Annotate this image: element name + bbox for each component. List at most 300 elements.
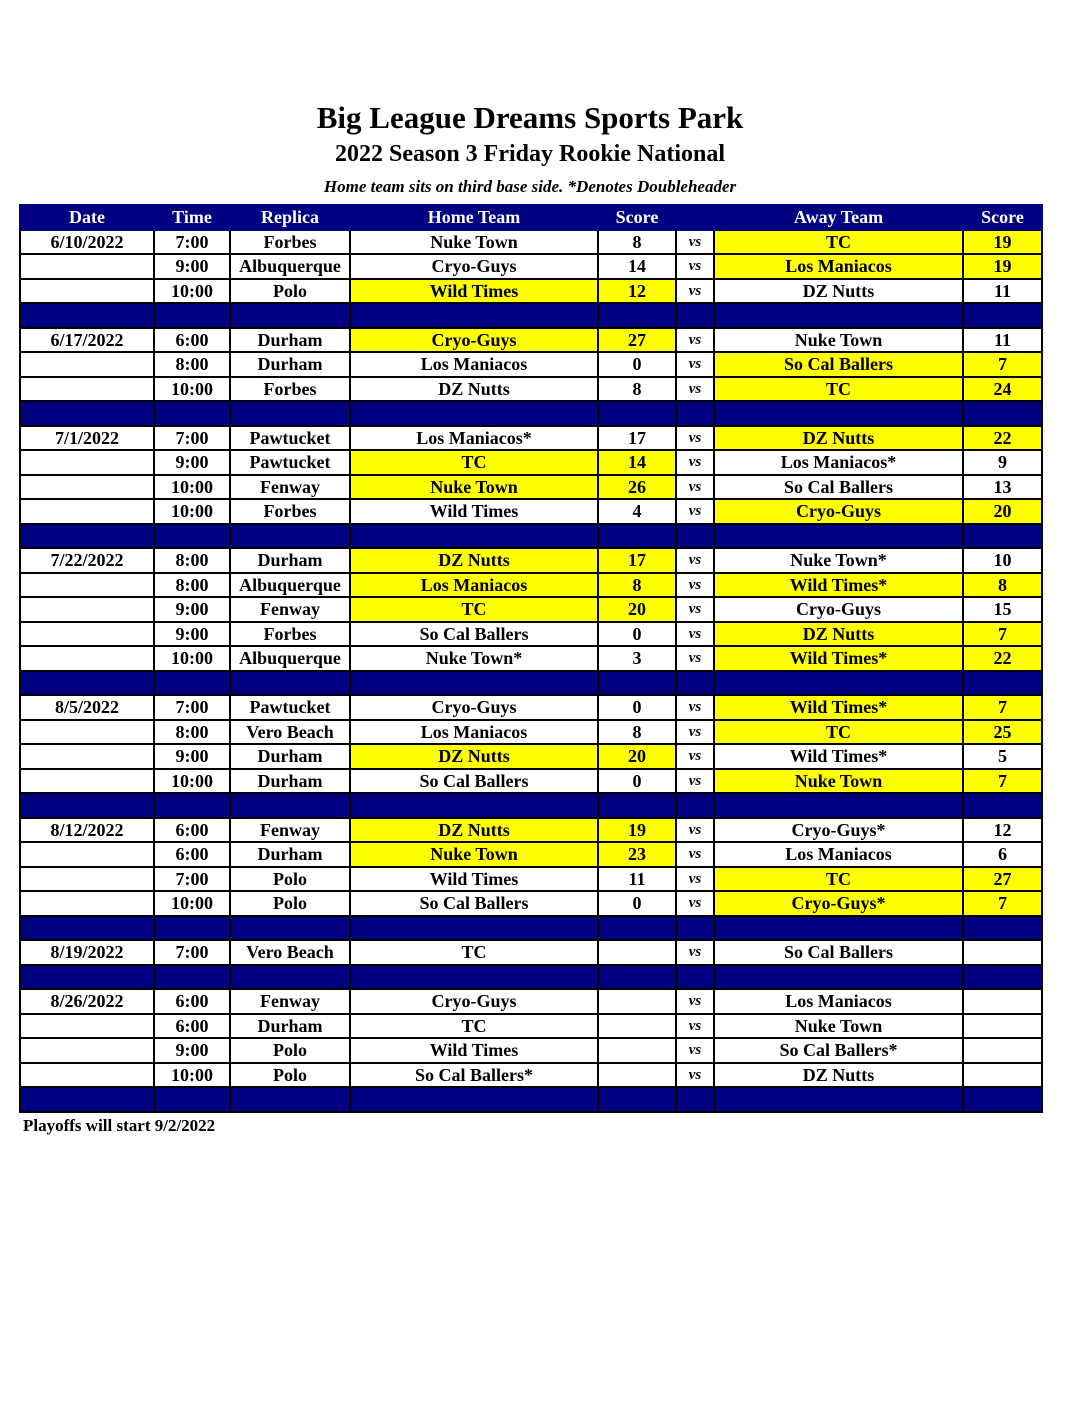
home-team-cell: Cryo-Guys — [350, 989, 598, 1014]
separator-row — [20, 965, 1042, 990]
time-cell: 9:00 — [154, 450, 230, 475]
table-row — [20, 940, 1042, 965]
date-cell — [20, 720, 154, 745]
away-score-cell: 22 — [963, 426, 1042, 451]
away-score-cell: 7 — [963, 769, 1042, 794]
home-score-cell: 27 — [598, 328, 676, 353]
header-vs — [676, 205, 714, 230]
separator-cell — [20, 916, 154, 941]
separator-cell — [20, 965, 154, 990]
time-cell: 8:00 — [154, 548, 230, 573]
separator-cell — [676, 303, 714, 328]
replica-cell: Durham — [230, 328, 350, 353]
page-title: Big League Dreams Sports Park — [316, 100, 744, 135]
replica-cell: Durham — [230, 1014, 350, 1039]
home-score-cell — [598, 1063, 676, 1088]
separator-cell — [598, 965, 676, 990]
separator-cell — [714, 671, 963, 696]
time-cell: 6:00 — [154, 842, 230, 867]
date-cell — [20, 1014, 154, 1039]
separator-cell — [598, 916, 676, 941]
separator-cell — [714, 303, 963, 328]
away-score-cell: 19 — [963, 254, 1042, 279]
away-team-cell: Cryo-Guys* — [714, 891, 963, 916]
separator-cell — [963, 1087, 1042, 1112]
home-team-cell: DZ Nutts — [350, 744, 598, 769]
date-cell — [20, 622, 154, 647]
separator-cell — [963, 793, 1042, 818]
footer-note: Playoffs will start 9/2/2022 — [23, 1116, 216, 1135]
separator-cell — [714, 916, 963, 941]
home-score-cell: 20 — [598, 744, 676, 769]
replica-cell: Vero Beach — [230, 720, 350, 745]
away-team-cell: Wild Times* — [714, 744, 963, 769]
time-cell: 9:00 — [154, 597, 230, 622]
vs-cell: vs — [676, 1063, 714, 1088]
table-row — [20, 328, 1042, 353]
away-score-cell: 7 — [963, 695, 1042, 720]
replica-cell: Polo — [230, 1063, 350, 1088]
time-cell: 7:00 — [154, 695, 230, 720]
separator-cell — [598, 303, 676, 328]
replica-cell: Albuquerque — [230, 573, 350, 598]
separator-cell — [230, 303, 350, 328]
away-score-cell: 6 — [963, 842, 1042, 867]
date-cell — [20, 646, 154, 671]
away-team-cell: Nuke Town — [714, 1014, 963, 1039]
replica-cell: Forbes — [230, 377, 350, 402]
home-team-cell: Cryo-Guys — [350, 254, 598, 279]
away-score-cell: 7 — [963, 352, 1042, 377]
separator-cell — [230, 524, 350, 549]
header-date: Date — [20, 205, 154, 230]
vs-cell: vs — [676, 1014, 714, 1039]
table-row — [20, 769, 1042, 794]
time-cell: 10:00 — [154, 377, 230, 402]
home-team-cell: DZ Nutts — [350, 548, 598, 573]
separator-row — [20, 1087, 1042, 1112]
replica-cell: Pawtucket — [230, 426, 350, 451]
table-row — [20, 842, 1042, 867]
home-score-cell: 14 — [598, 254, 676, 279]
time-cell: 10:00 — [154, 769, 230, 794]
separator-cell — [350, 793, 598, 818]
away-score-cell — [963, 940, 1042, 965]
time-cell: 10:00 — [154, 475, 230, 500]
home-score-cell: 23 — [598, 842, 676, 867]
table-row — [20, 352, 1042, 377]
away-team-cell: Los Maniacos — [714, 254, 963, 279]
time-cell: 10:00 — [154, 646, 230, 671]
replica-cell: Fenway — [230, 818, 350, 843]
separator-cell — [154, 965, 230, 990]
date-cell — [20, 450, 154, 475]
replica-cell: Albuquerque — [230, 254, 350, 279]
separator-cell — [20, 524, 154, 549]
date-cell: 6/10/2022 — [20, 230, 154, 255]
table-row — [20, 1063, 1042, 1088]
home-team-cell: Nuke Town — [350, 475, 598, 500]
table-row — [20, 1038, 1042, 1063]
date-cell — [20, 499, 154, 524]
separator-cell — [350, 671, 598, 696]
time-cell: 9:00 — [154, 744, 230, 769]
table-row — [20, 622, 1042, 647]
home-score-cell: 0 — [598, 352, 676, 377]
date-cell: 8/12/2022 — [20, 818, 154, 843]
separator-cell — [230, 916, 350, 941]
vs-cell: vs — [676, 891, 714, 916]
separator-cell — [714, 1087, 963, 1112]
home-score-cell: 0 — [598, 769, 676, 794]
table-row — [20, 891, 1042, 916]
separator-cell — [20, 401, 154, 426]
away-score-cell: 12 — [963, 818, 1042, 843]
away-score-cell: 8 — [963, 573, 1042, 598]
schedule-table — [19, 204, 1043, 1113]
home-team-cell: DZ Nutts — [350, 377, 598, 402]
header-home-team: Home Team — [350, 205, 598, 230]
schedule-note: Home team sits on third base side. *Denotes Doubleheader — [323, 177, 737, 196]
table-row — [20, 254, 1042, 279]
replica-cell: Durham — [230, 842, 350, 867]
vs-cell: vs — [676, 499, 714, 524]
time-cell: 6:00 — [154, 818, 230, 843]
date-cell — [20, 573, 154, 598]
page-subtitle: 2022 Season 3 Friday Rookie National — [334, 141, 726, 167]
vs-cell: vs — [676, 475, 714, 500]
away-score-cell: 19 — [963, 230, 1042, 255]
table-row — [20, 426, 1042, 451]
vs-cell: vs — [676, 744, 714, 769]
table-header-row — [20, 205, 1042, 230]
table-row — [20, 646, 1042, 671]
date-cell — [20, 867, 154, 892]
vs-cell: vs — [676, 867, 714, 892]
vs-cell: vs — [676, 254, 714, 279]
home-score-cell: 4 — [598, 499, 676, 524]
separator-row — [20, 916, 1042, 941]
home-score-cell: 12 — [598, 279, 676, 304]
vs-cell: vs — [676, 352, 714, 377]
home-team-cell: So Cal Ballers — [350, 622, 598, 647]
time-cell: 10:00 — [154, 279, 230, 304]
replica-cell: Polo — [230, 279, 350, 304]
separator-cell — [963, 303, 1042, 328]
separator-cell — [350, 965, 598, 990]
table-row — [20, 989, 1042, 1014]
home-score-cell: 8 — [598, 720, 676, 745]
time-cell: 8:00 — [154, 573, 230, 598]
home-score-cell — [598, 989, 676, 1014]
home-score-cell: 8 — [598, 573, 676, 598]
home-team-cell: Wild Times — [350, 867, 598, 892]
home-team-cell: Wild Times — [350, 1038, 598, 1063]
separator-cell — [963, 401, 1042, 426]
vs-cell: vs — [676, 573, 714, 598]
vs-cell: vs — [676, 377, 714, 402]
separator-row — [20, 793, 1042, 818]
table-row — [20, 230, 1042, 255]
away-score-cell — [963, 1038, 1042, 1063]
replica-cell: Durham — [230, 769, 350, 794]
away-team-cell: DZ Nutts — [714, 622, 963, 647]
replica-cell: Polo — [230, 867, 350, 892]
vs-cell: vs — [676, 597, 714, 622]
header-away-team: Away Team — [714, 205, 963, 230]
table-row — [20, 475, 1042, 500]
away-score-cell: 11 — [963, 328, 1042, 353]
away-team-cell: Nuke Town — [714, 769, 963, 794]
separator-cell — [230, 671, 350, 696]
header-away-score: Score — [963, 205, 1042, 230]
home-score-cell: 20 — [598, 597, 676, 622]
replica-cell: Forbes — [230, 499, 350, 524]
home-team-cell: So Cal Ballers* — [350, 1063, 598, 1088]
home-team-cell: Los Maniacos* — [350, 426, 598, 451]
header-time: Time — [154, 205, 230, 230]
table-row — [20, 1014, 1042, 1039]
separator-cell — [230, 401, 350, 426]
time-cell: 6:00 — [154, 989, 230, 1014]
away-score-cell — [963, 989, 1042, 1014]
away-team-cell: Wild Times* — [714, 646, 963, 671]
away-score-cell — [963, 1063, 1042, 1088]
time-cell: 7:00 — [154, 867, 230, 892]
away-score-cell: 24 — [963, 377, 1042, 402]
replica-cell: Albuquerque — [230, 646, 350, 671]
separator-cell — [598, 401, 676, 426]
home-score-cell: 3 — [598, 646, 676, 671]
home-score-cell — [598, 1038, 676, 1063]
date-cell — [20, 352, 154, 377]
away-score-cell — [963, 1014, 1042, 1039]
header-replica: Replica — [230, 205, 350, 230]
table-row — [20, 597, 1042, 622]
vs-cell: vs — [676, 328, 714, 353]
home-score-cell: 8 — [598, 377, 676, 402]
date-cell — [20, 842, 154, 867]
away-team-cell: Cryo-Guys — [714, 499, 963, 524]
table-row — [20, 450, 1042, 475]
replica-cell: Forbes — [230, 622, 350, 647]
away-team-cell: Los Maniacos — [714, 989, 963, 1014]
separator-cell — [20, 303, 154, 328]
separator-cell — [963, 965, 1042, 990]
home-team-cell: DZ Nutts — [350, 818, 598, 843]
away-team-cell: Nuke Town* — [714, 548, 963, 573]
home-score-cell: 17 — [598, 548, 676, 573]
away-score-cell: 13 — [963, 475, 1042, 500]
home-team-cell: TC — [350, 597, 598, 622]
home-score-cell: 17 — [598, 426, 676, 451]
separator-cell — [230, 965, 350, 990]
separator-cell — [154, 524, 230, 549]
separator-row — [20, 401, 1042, 426]
table-row — [20, 744, 1042, 769]
vs-cell: vs — [676, 940, 714, 965]
home-team-cell: So Cal Ballers — [350, 769, 598, 794]
date-cell — [20, 279, 154, 304]
time-cell: 10:00 — [154, 891, 230, 916]
away-team-cell: So Cal Ballers* — [714, 1038, 963, 1063]
table-row — [20, 818, 1042, 843]
separator-cell — [676, 916, 714, 941]
separator-cell — [676, 1087, 714, 1112]
time-cell: 7:00 — [154, 426, 230, 451]
separator-cell — [676, 671, 714, 696]
replica-cell: Fenway — [230, 989, 350, 1014]
away-team-cell: Wild Times* — [714, 573, 963, 598]
date-cell — [20, 1038, 154, 1063]
away-score-cell: 27 — [963, 867, 1042, 892]
separator-cell — [963, 671, 1042, 696]
away-score-cell: 25 — [963, 720, 1042, 745]
date-cell — [20, 377, 154, 402]
separator-cell — [598, 671, 676, 696]
separator-cell — [230, 1087, 350, 1112]
time-cell: 8:00 — [154, 720, 230, 745]
vs-cell: vs — [676, 426, 714, 451]
time-cell: 10:00 — [154, 1063, 230, 1088]
away-team-cell: Nuke Town — [714, 328, 963, 353]
table-row — [20, 499, 1042, 524]
vs-cell: vs — [676, 230, 714, 255]
away-score-cell: 15 — [963, 597, 1042, 622]
separator-cell — [350, 916, 598, 941]
replica-cell: Pawtucket — [230, 450, 350, 475]
date-cell — [20, 891, 154, 916]
date-cell — [20, 769, 154, 794]
separator-cell — [963, 524, 1042, 549]
separator-cell — [676, 793, 714, 818]
vs-cell: vs — [676, 989, 714, 1014]
replica-cell: Polo — [230, 891, 350, 916]
replica-cell: Fenway — [230, 475, 350, 500]
home-team-cell: Wild Times — [350, 499, 598, 524]
vs-cell: vs — [676, 450, 714, 475]
time-cell: 10:00 — [154, 499, 230, 524]
replica-cell: Forbes — [230, 230, 350, 255]
separator-cell — [154, 303, 230, 328]
away-team-cell: Cryo-Guys* — [714, 818, 963, 843]
date-cell — [20, 254, 154, 279]
time-cell: 8:00 — [154, 352, 230, 377]
separator-cell — [20, 671, 154, 696]
away-score-cell: 22 — [963, 646, 1042, 671]
separator-cell — [20, 793, 154, 818]
table-row — [20, 720, 1042, 745]
replica-cell: Pawtucket — [230, 695, 350, 720]
away-score-cell: 20 — [963, 499, 1042, 524]
away-team-cell: So Cal Ballers — [714, 940, 963, 965]
away-score-cell: 9 — [963, 450, 1042, 475]
home-team-cell: Cryo-Guys — [350, 328, 598, 353]
time-cell: 6:00 — [154, 328, 230, 353]
table-row — [20, 573, 1042, 598]
home-score-cell: 0 — [598, 695, 676, 720]
separator-cell — [714, 524, 963, 549]
away-team-cell: Los Maniacos* — [714, 450, 963, 475]
replica-cell: Vero Beach — [230, 940, 350, 965]
home-team-cell: So Cal Ballers — [350, 891, 598, 916]
vs-cell: vs — [676, 695, 714, 720]
home-team-cell: TC — [350, 940, 598, 965]
home-team-cell: Los Maniacos — [350, 720, 598, 745]
table-row — [20, 548, 1042, 573]
away-team-cell: Los Maniacos — [714, 842, 963, 867]
separator-row — [20, 671, 1042, 696]
home-team-cell: Cryo-Guys — [350, 695, 598, 720]
home-score-cell: 26 — [598, 475, 676, 500]
home-score-cell: 19 — [598, 818, 676, 843]
separator-cell — [676, 965, 714, 990]
separator-cell — [598, 793, 676, 818]
separator-cell — [598, 524, 676, 549]
away-team-cell: So Cal Ballers — [714, 352, 963, 377]
time-cell: 9:00 — [154, 254, 230, 279]
date-cell: 7/22/2022 — [20, 548, 154, 573]
separator-cell — [963, 916, 1042, 941]
separator-cell — [350, 401, 598, 426]
separator-cell — [20, 1087, 154, 1112]
home-team-cell: Nuke Town — [350, 230, 598, 255]
separator-cell — [714, 965, 963, 990]
away-score-cell: 11 — [963, 279, 1042, 304]
away-team-cell: TC — [714, 377, 963, 402]
date-cell: 8/5/2022 — [20, 695, 154, 720]
table-row — [20, 377, 1042, 402]
vs-cell: vs — [676, 769, 714, 794]
separator-cell — [598, 1087, 676, 1112]
time-cell: 9:00 — [154, 622, 230, 647]
separator-cell — [350, 1087, 598, 1112]
date-cell: 7/1/2022 — [20, 426, 154, 451]
vs-cell: vs — [676, 720, 714, 745]
away-team-cell: Wild Times* — [714, 695, 963, 720]
vs-cell: vs — [676, 818, 714, 843]
separator-cell — [676, 401, 714, 426]
time-cell: 6:00 — [154, 1014, 230, 1039]
separator-cell — [350, 524, 598, 549]
table-row — [20, 867, 1042, 892]
away-team-cell: TC — [714, 867, 963, 892]
home-score-cell — [598, 940, 676, 965]
home-team-cell: Nuke Town* — [350, 646, 598, 671]
date-cell — [20, 1063, 154, 1088]
date-cell — [20, 744, 154, 769]
time-cell: 9:00 — [154, 1038, 230, 1063]
header-home-score: Score — [598, 205, 676, 230]
separator-cell — [714, 793, 963, 818]
away-team-cell: TC — [714, 230, 963, 255]
separator-row — [20, 524, 1042, 549]
replica-cell: Durham — [230, 352, 350, 377]
away-score-cell: 7 — [963, 622, 1042, 647]
table-row — [20, 695, 1042, 720]
home-score-cell — [598, 1014, 676, 1039]
separator-cell — [676, 524, 714, 549]
replica-cell: Durham — [230, 548, 350, 573]
vs-cell: vs — [676, 548, 714, 573]
home-team-cell: Los Maniacos — [350, 573, 598, 598]
home-team-cell: Wild Times — [350, 279, 598, 304]
separator-cell — [350, 303, 598, 328]
home-score-cell: 0 — [598, 891, 676, 916]
separator-cell — [154, 671, 230, 696]
separator-cell — [154, 916, 230, 941]
home-team-cell: Nuke Town — [350, 842, 598, 867]
